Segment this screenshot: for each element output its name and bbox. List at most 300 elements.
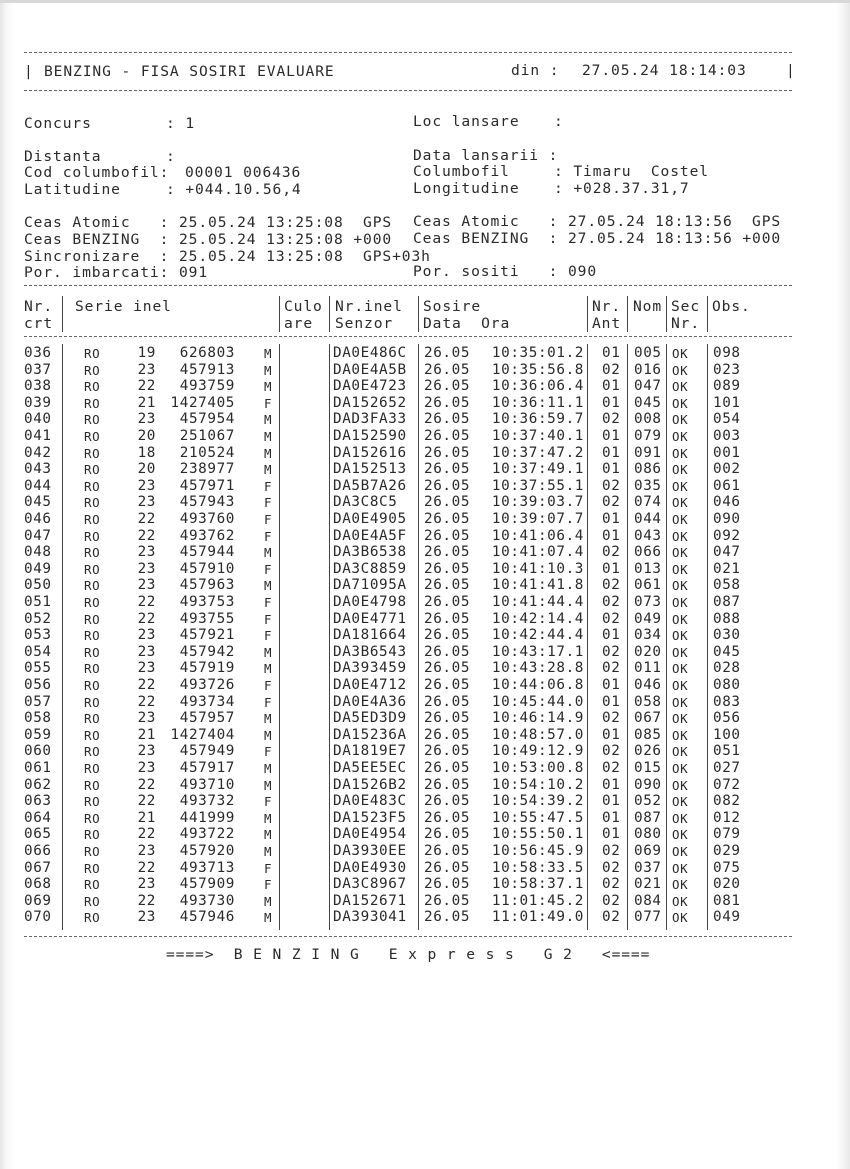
- cell-obs: 072: [713, 776, 741, 793]
- cell-crt: 047: [24, 527, 52, 544]
- cell-ant: 01: [602, 826, 621, 843]
- cell-sec: OK: [672, 495, 689, 511]
- cell-sex: F: [264, 512, 273, 527]
- col-nrant-line2: Ant: [592, 315, 622, 332]
- table-bottom-rule: [24, 936, 792, 937]
- cell-sec: OK: [672, 827, 689, 843]
- cell-ora: 11:01:45.2: [491, 892, 584, 909]
- cell-senzor: DA0E4771: [333, 610, 407, 627]
- cell-an: 23: [137, 643, 156, 660]
- cell-tara: RO: [84, 561, 101, 577]
- cell-senzor: DA152652: [333, 394, 407, 411]
- cell-inel: 493753: [179, 594, 235, 610]
- cell-sex: M: [264, 844, 273, 859]
- col-culoare-line2: are: [284, 315, 314, 332]
- cell-sec: OK: [672, 512, 689, 527]
- col-sec-line2: Nr.: [671, 315, 701, 332]
- cell-senzor: DA71095A: [333, 577, 407, 594]
- cell-inel: 457943: [179, 494, 235, 511]
- col-sosire-line2: Data Ora: [423, 315, 511, 332]
- cell-obs: 020: [713, 876, 741, 893]
- cell-sec: OK: [672, 379, 689, 395]
- cell-senzor: DAD3FA33: [333, 411, 407, 428]
- cell-tara: RO: [84, 694, 101, 710]
- cell-ant: 01: [602, 776, 621, 793]
- cell-obs: 083: [713, 693, 741, 710]
- cell-sec: OK: [672, 644, 689, 660]
- cell-crt: 066: [24, 843, 52, 859]
- cell-sex: M: [264, 346, 273, 361]
- cell-inel: 457910: [179, 560, 235, 577]
- cell-ant: 02: [602, 577, 621, 594]
- cell-tara: RO: [84, 545, 101, 561]
- cell-data: 26.05: [424, 394, 471, 411]
- cell-crt: 057: [24, 693, 52, 710]
- cell-senzor: DA0E4712: [333, 677, 407, 693]
- concurs-value: : 1: [166, 115, 196, 132]
- cell-sex: M: [264, 761, 273, 776]
- cell-obs: 058: [713, 577, 741, 594]
- cell-ant: 02: [602, 710, 621, 727]
- cell-obs: 081: [713, 892, 741, 909]
- cell-an: 23: [137, 743, 156, 760]
- cell-sex: F: [264, 395, 273, 411]
- cell-ant: 01: [602, 677, 621, 693]
- data-lansarii-label: Data lansarii :: [413, 147, 559, 164]
- ceas-atomic-start: Ceas Atomic : 25.05.24 13:25:08 GPS: [24, 214, 393, 231]
- cell-crt: 039: [24, 394, 52, 411]
- longitudine-value: : +028.37.31,7: [554, 180, 690, 197]
- cell-nom: 021: [634, 876, 662, 893]
- cell-ant: 02: [602, 760, 621, 776]
- cell-data: 26.05: [424, 693, 471, 710]
- cell-sec: OK: [672, 893, 689, 909]
- cell-obs: 082: [713, 793, 741, 810]
- cell-nom: 026: [634, 743, 662, 760]
- cell-nom: 074: [634, 494, 662, 511]
- cell-an: 23: [137, 411, 156, 428]
- cell-inel: 493759: [179, 378, 235, 395]
- cell-ant: 02: [602, 544, 621, 561]
- cell-nom: 015: [634, 760, 662, 776]
- cell-ant: 01: [602, 378, 621, 395]
- cell-ora: 10:42:44.4: [491, 627, 584, 644]
- cell-ant: 02: [602, 610, 621, 627]
- cell-nom: 080: [634, 826, 662, 843]
- cell-ora: 10:54:10.2: [491, 776, 584, 793]
- cell-obs: 080: [713, 677, 741, 693]
- cell-senzor: DA1526B2: [333, 776, 407, 793]
- header-bottom-rule: [24, 90, 792, 91]
- cell-tara: RO: [84, 827, 101, 843]
- cell-inel: 457954: [179, 411, 235, 428]
- cell-an: 21: [137, 726, 156, 743]
- cell-data: 26.05: [424, 876, 471, 893]
- por-sositi: Por. sositi : 090: [413, 263, 598, 280]
- cell-nom: 035: [634, 477, 662, 494]
- cell-sex: M: [264, 462, 273, 478]
- cell-ant: 02: [602, 411, 621, 428]
- cell-senzor: DA0E4A5B: [333, 361, 407, 378]
- cell-tara: RO: [84, 761, 101, 776]
- cell-tara: RO: [84, 462, 101, 478]
- hdr-sep: [627, 296, 628, 332]
- cell-senzor: DA0E4723: [333, 378, 407, 395]
- cell-sec: OK: [672, 910, 689, 926]
- cell-obs: 047: [713, 544, 741, 561]
- cell-data: 26.05: [424, 776, 471, 793]
- cell-obs: 092: [713, 527, 741, 544]
- cell-ora: 10:35:56.8: [491, 361, 584, 378]
- cell-ora: 10:37:55.1: [491, 477, 584, 494]
- cell-obs: 090: [713, 511, 741, 527]
- cell-crt: 040: [24, 411, 52, 428]
- cell-sec: OK: [672, 528, 689, 544]
- cell-ant: 01: [602, 511, 621, 527]
- cell-sex: F: [264, 694, 273, 710]
- cell-crt: 061: [24, 760, 52, 776]
- cell-ora: 10:46:14.9: [491, 710, 584, 727]
- cell-tara: RO: [84, 644, 101, 660]
- cell-ant: 01: [602, 345, 621, 361]
- cell-an: 22: [137, 677, 156, 693]
- cell-data: 26.05: [424, 494, 471, 511]
- cell-senzor: DA5B7A26: [333, 477, 407, 494]
- cell-tara: RO: [84, 528, 101, 544]
- cell-tara: RO: [84, 412, 101, 428]
- cell-an: 23: [137, 876, 156, 893]
- columbofil-label: Columbofil: [413, 163, 510, 180]
- cell-senzor: DA181664: [333, 627, 407, 644]
- cell-nom: 073: [634, 594, 662, 610]
- cell-sec: OK: [672, 412, 689, 428]
- cell-an: 22: [137, 859, 156, 876]
- col-obs: Obs.: [712, 298, 751, 315]
- cell-inel: 457921: [179, 627, 235, 644]
- cell-ora: 10:53:00.8: [491, 760, 584, 776]
- cell-obs: 028: [713, 660, 741, 677]
- cell-senzor: DA152590: [333, 428, 407, 444]
- cell-obs: 027: [713, 760, 741, 776]
- cell-ora: 10:56:45.9: [491, 843, 584, 859]
- cell-crt: 059: [24, 726, 52, 743]
- cell-senzor: DA0E486C: [333, 345, 407, 361]
- cell-data: 26.05: [424, 627, 471, 644]
- cell-ant: 02: [602, 909, 621, 926]
- cell-sec: OK: [672, 661, 689, 677]
- cell-data: 26.05: [424, 560, 471, 577]
- cell-data: 26.05: [424, 793, 471, 810]
- cell-sex: F: [264, 478, 273, 494]
- cell-senzor: DA3B6538: [333, 544, 407, 561]
- cell-an: 23: [137, 760, 156, 776]
- cell-sec: OK: [672, 611, 689, 627]
- cell-tara: RO: [84, 678, 101, 693]
- cell-inel: 238977: [179, 461, 235, 478]
- cell-sec: OK: [672, 445, 689, 461]
- cell-data: 26.05: [424, 527, 471, 544]
- cell-tara: RO: [84, 362, 101, 378]
- cell-sex: F: [264, 561, 273, 577]
- columbofil-value: : Timaru Costel: [554, 163, 709, 180]
- cell-sec: OK: [672, 678, 689, 693]
- cell-data: 26.05: [424, 677, 471, 693]
- cell-sex: M: [264, 644, 273, 660]
- cell-an: 22: [137, 826, 156, 843]
- cell-ant: 01: [602, 693, 621, 710]
- cell-ora: 10:42:14.4: [491, 610, 584, 627]
- cell-ora: 10:37:47.2: [491, 444, 584, 461]
- cell-obs: 100: [713, 726, 741, 743]
- cell-ora: 10:41:06.4: [491, 527, 584, 544]
- cell-senzor: DA0E4930: [333, 859, 407, 876]
- cell-inel: 1427405: [170, 394, 235, 411]
- cell-senzor: DA3B6543: [333, 643, 407, 660]
- loc-lansare-value: :: [554, 113, 564, 130]
- cell-crt: 056: [24, 677, 52, 693]
- cell-data: 26.05: [424, 859, 471, 876]
- cell-sex: M: [264, 810, 273, 826]
- cell-crt: 058: [24, 710, 52, 727]
- cell-sec: OK: [672, 628, 689, 644]
- cell-nom: 005: [634, 345, 662, 361]
- cell-crt: 051: [24, 594, 52, 610]
- cell-nom: 085: [634, 726, 662, 743]
- cell-nom: 087: [634, 809, 662, 826]
- cell-an: 22: [137, 378, 156, 395]
- loc-lansare-label: Loc lansare: [413, 113, 520, 130]
- cell-crt: 054: [24, 643, 52, 660]
- sincronizare: Sincronizare : 25.05.24 13:25:08 GPS+03h: [24, 248, 431, 265]
- cell-obs: 089: [713, 378, 741, 395]
- cell-senzor: DA152671: [333, 892, 407, 909]
- cell-inel: 493710: [179, 776, 235, 793]
- report-date: 27.05.24 18:14:03: [582, 62, 747, 79]
- cell-senzor: DA5ED3D9: [333, 710, 407, 727]
- cell-obs: 003: [713, 428, 741, 444]
- cell-nom: 045: [634, 394, 662, 411]
- cell-senzor: DA1819E7: [333, 743, 407, 760]
- cell-sec: OK: [672, 478, 689, 494]
- cell-obs: 001: [713, 444, 741, 461]
- cell-ant: 02: [602, 843, 621, 859]
- cell-data: 26.05: [424, 345, 471, 361]
- cell-inel: 493713: [179, 859, 235, 876]
- cell-an: 23: [137, 627, 156, 644]
- cell-ant: 01: [602, 809, 621, 826]
- cell-nom: 049: [634, 610, 662, 627]
- cell-ant: 02: [602, 477, 621, 494]
- cell-inel: 493730: [179, 892, 235, 909]
- cell-an: 18: [137, 444, 156, 461]
- cell-nom: 052: [634, 793, 662, 810]
- cell-ora: 10:39:07.7: [491, 511, 584, 527]
- cell-sec: OK: [672, 561, 689, 577]
- col-sep: [62, 344, 63, 930]
- cell-an: 23: [137, 560, 156, 577]
- cell-sex: M: [264, 362, 273, 378]
- cell-tara: RO: [84, 844, 101, 859]
- header-top-rule: [24, 52, 792, 53]
- cell-senzor: DA0E4954: [333, 826, 407, 843]
- cell-data: 26.05: [424, 411, 471, 428]
- cell-tara: RO: [84, 727, 101, 743]
- cell-ant: 01: [602, 444, 621, 461]
- table-top-rule: [24, 285, 792, 286]
- date-label: din :: [511, 62, 560, 79]
- cell-ora: 10:41:44.4: [491, 594, 584, 610]
- cell-obs: 046: [713, 494, 741, 511]
- cell-ant: 02: [602, 892, 621, 909]
- cell-obs: 051: [713, 743, 741, 760]
- cell-sec: OK: [672, 578, 689, 594]
- cell-an: 19: [137, 345, 156, 361]
- cell-ant: 01: [602, 428, 621, 444]
- cell-senzor: DA3C8967: [333, 876, 407, 893]
- cell-sex: F: [264, 877, 273, 893]
- cell-ora: 10:45:44.0: [491, 693, 584, 710]
- cell-crt: 045: [24, 494, 52, 511]
- cell-an: 22: [137, 511, 156, 527]
- cell-tara: RO: [84, 478, 101, 494]
- cell-inel: 457963: [179, 577, 235, 594]
- cell-ant: 01: [602, 726, 621, 743]
- cell-senzor: DA0E4A5F: [333, 527, 407, 544]
- cell-nom: 069: [634, 843, 662, 859]
- cell-crt: 048: [24, 544, 52, 561]
- cell-sec: OK: [672, 810, 689, 826]
- cell-tara: RO: [84, 893, 101, 909]
- cell-sec: OK: [672, 777, 689, 793]
- cell-ora: 10:36:06.4: [491, 378, 584, 395]
- cell-obs: 049: [713, 909, 741, 926]
- cell-nom: 046: [634, 677, 662, 693]
- cell-sex: F: [264, 628, 273, 644]
- cell-obs: 029: [713, 843, 741, 859]
- cell-inel: 493732: [179, 793, 235, 810]
- cell-crt: 036: [24, 345, 52, 361]
- cell-inel: 457949: [179, 743, 235, 760]
- cell-ora: 10:48:57.0: [491, 726, 584, 743]
- cell-ant: 02: [602, 876, 621, 893]
- col-sep: [587, 344, 588, 930]
- cell-data: 26.05: [424, 743, 471, 760]
- cell-an: 23: [137, 710, 156, 727]
- cell-sec: OK: [672, 694, 689, 710]
- cell-senzor: DA1523F5: [333, 809, 407, 826]
- cell-crt: 037: [24, 361, 52, 378]
- cell-ora: 10:36:11.1: [491, 394, 584, 411]
- cell-inel: 457917: [179, 760, 235, 776]
- cell-an: 23: [137, 660, 156, 677]
- cell-sec: OK: [672, 711, 689, 727]
- cell-an: 23: [137, 909, 156, 926]
- cell-obs: 023: [713, 361, 741, 378]
- cell-sec: OK: [672, 860, 689, 876]
- cod-columbofil-label: Cod columbofil:: [24, 164, 170, 181]
- cell-senzor: DA393041: [333, 909, 407, 926]
- cell-crt: 065: [24, 826, 52, 843]
- col-sep: [707, 344, 708, 930]
- cell-tara: RO: [84, 429, 101, 444]
- cell-crt: 069: [24, 892, 52, 909]
- cell-obs: 061: [713, 477, 741, 494]
- header-right-bar: |: [786, 62, 796, 79]
- cell-tara: RO: [84, 661, 101, 677]
- cell-ora: 10:41:10.3: [491, 560, 584, 577]
- cell-obs: 030: [713, 627, 741, 644]
- cell-obs: 079: [713, 826, 741, 843]
- cell-sex: M: [264, 777, 273, 793]
- cell-sex: F: [264, 595, 273, 610]
- report-title: BENZING - FISA SOSIRI EVALUARE: [44, 63, 335, 80]
- cell-sex: F: [264, 495, 273, 511]
- cell-inel: 493722: [179, 826, 235, 843]
- cell-sex: M: [264, 893, 273, 909]
- cell-inel: 493762: [179, 527, 235, 544]
- cell-inel: 1427404: [170, 726, 235, 743]
- cell-data: 26.05: [424, 660, 471, 677]
- cell-crt: 052: [24, 610, 52, 627]
- hdr-sep: [707, 296, 708, 332]
- hdr-sep: [587, 296, 588, 332]
- cell-crt: 053: [24, 627, 52, 644]
- cod-columbofil-value: 00001 006436: [185, 164, 302, 181]
- cell-sec: OK: [672, 595, 689, 610]
- col-nom: Nom: [633, 298, 663, 315]
- cell-nom: 011: [634, 660, 662, 677]
- cell-nom: 067: [634, 710, 662, 727]
- hdr-sep: [666, 296, 667, 332]
- cell-ant: 01: [602, 461, 621, 478]
- cell-nom: 077: [634, 909, 662, 926]
- cell-inel: 493755: [179, 610, 235, 627]
- cell-sex: M: [264, 910, 273, 926]
- cell-ora: 10:58:33.5: [491, 859, 584, 876]
- cell-ora: 10:36:59.7: [491, 411, 584, 428]
- cell-inel: 457942: [179, 643, 235, 660]
- cell-sex: M: [264, 445, 273, 461]
- cell-sec: OK: [672, 362, 689, 378]
- cell-ora: 10:55:47.5: [491, 809, 584, 826]
- cell-data: 26.05: [424, 809, 471, 826]
- col-sep: [627, 344, 628, 930]
- cell-ora: 10:54:39.2: [491, 793, 584, 810]
- cell-ora: 10:43:28.8: [491, 660, 584, 677]
- cell-sec: OK: [672, 429, 689, 444]
- cell-tara: RO: [84, 794, 101, 810]
- scan-top-edge: [0, 0, 850, 3]
- cell-nom: 037: [634, 859, 662, 876]
- cell-tara: RO: [84, 512, 101, 527]
- cell-senzor: DA0E4798: [333, 594, 407, 610]
- cell-data: 26.05: [424, 610, 471, 627]
- cell-sex: F: [264, 611, 273, 627]
- cell-inel: 457920: [179, 843, 235, 859]
- cell-ora: 10:55:50.1: [491, 826, 584, 843]
- cell-crt: 049: [24, 560, 52, 577]
- cell-ant: 02: [602, 660, 621, 677]
- cell-inel: 457909: [179, 876, 235, 893]
- cell-nom: 066: [634, 544, 662, 561]
- cell-nom: 061: [634, 577, 662, 594]
- cell-nom: 090: [634, 776, 662, 793]
- col-nrinel-line1: Nr.inel: [335, 298, 403, 315]
- cell-ora: 10:41:07.4: [491, 544, 584, 561]
- cell-data: 26.05: [424, 477, 471, 494]
- cell-nom: 016: [634, 361, 662, 378]
- cell-nom: 008: [634, 411, 662, 428]
